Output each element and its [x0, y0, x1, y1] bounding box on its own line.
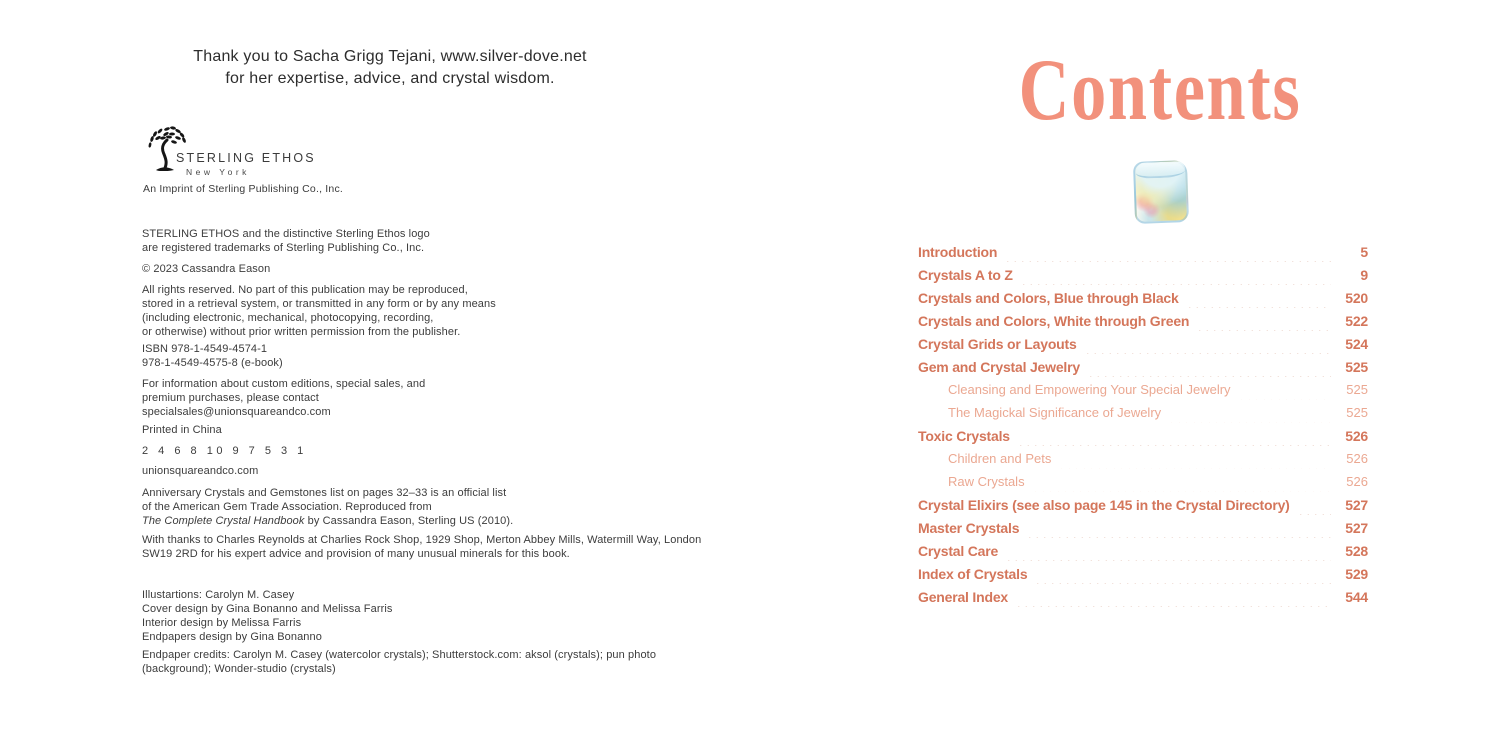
toc-entry-label: Index of Crystals: [918, 566, 1028, 582]
toc-row-sub: [918, 382, 1368, 405]
dedication-line: for her expertise, advice, and crystal wisdom.: [225, 69, 555, 87]
anniversary-credit: [142, 486, 513, 528]
dot-leader: [1032, 572, 1331, 584]
thanks-line: SW19 2RD for his expert advice and provision of many unusual minerals for this book.: [142, 548, 570, 560]
endpaper-line: (background); Wonder-studio (crystals): [142, 663, 336, 675]
dot-leader: [1236, 388, 1331, 400]
trademark-line: are registered trademarks of Sterling Publishing Co., Inc.: [142, 242, 425, 254]
dedication: [130, 46, 650, 89]
toc-entry-label: Crystals and Colors, Blue through Black: [918, 290, 1179, 306]
table-of-contents: [918, 244, 1368, 612]
toc-row: [918, 336, 1368, 359]
toc-page-number: 520: [1345, 290, 1368, 306]
toc-entry-label: Gem and Crystal Jewelry: [918, 359, 1080, 375]
toc-entry-label: General Index: [918, 589, 1008, 605]
toc-page-number: 522: [1345, 313, 1368, 329]
toc-page-number: 525: [1345, 359, 1368, 375]
anniversary-line: Anniversary Crystals and Gemstones list on pages 32–33 is an official list: [142, 487, 507, 499]
endpaper-line: Endpaper credits: Carolyn M. Casey (watercolor crystals); Shutterstock.com: aksol (crystals); pun photo: [142, 649, 657, 661]
toc-entry-label: Crystals and Colors, White through Green: [918, 313, 1190, 329]
dot-leader: [1003, 549, 1331, 561]
special-sales-line: For information about custom editions, special sales, and: [142, 378, 426, 390]
dot-leader: [1085, 365, 1331, 377]
toc-row: [918, 589, 1368, 612]
dot-leader: [1013, 595, 1331, 607]
toc-page-number: 529: [1345, 566, 1368, 582]
isbn-line: 978-1-4549-4575-8 (e-book): [142, 357, 283, 369]
thanks-line: With thanks to Charles Reynolds at Charlies Rock Shop, 1929 Shop, Merton Abbey Mills, Watermill Way, London: [142, 534, 702, 546]
dot-leader: [1295, 503, 1331, 515]
dot-leader: [1030, 480, 1331, 492]
toc-page-number: 526: [1345, 428, 1368, 444]
dot-leader: [1082, 342, 1331, 354]
toc-page-number: 524: [1345, 336, 1368, 352]
anniversary-line: [142, 514, 513, 528]
toc-entry-label: Master Crystals: [918, 520, 1020, 536]
dot-leader: [1024, 526, 1331, 538]
printed-in-line: Printed in China: [142, 424, 222, 436]
toc-entry-label: Raw Crystals: [948, 474, 1025, 489]
toc-entry-label: The Magickal Significance of Jewelry: [948, 405, 1162, 420]
special-sales-contact: [142, 377, 425, 419]
toc-page-number: 526: [1346, 474, 1368, 489]
dot-leader: [1194, 319, 1331, 331]
copyright-line: © 2023 Cassandra Eason: [142, 263, 271, 275]
design-credits: [142, 588, 393, 644]
credits-line: Illustartions: Carolyn M. Casey: [142, 589, 295, 601]
toc-entry-label: Crystal Grids or Layouts: [918, 336, 1077, 352]
toc-page-number: 525: [1346, 405, 1368, 420]
toc-page-number: 528: [1345, 543, 1368, 559]
page-title: Contents: [1018, 42, 1302, 139]
rights-line: (including electronic, mechanical, photocopying, recording,: [142, 312, 434, 324]
toc-row: [918, 244, 1368, 267]
credits-line: Cover design by Gina Bonanno and Melissa Farris: [142, 603, 393, 615]
credits-line: Endpapers design by Gina Bonanno: [142, 631, 322, 643]
toc-page-number: 5: [1360, 244, 1368, 260]
toc-entry-label: Cleansing and Empowering Your Special Jewelry: [948, 382, 1231, 397]
toc-row: [918, 359, 1368, 382]
dot-leader: [1184, 296, 1331, 308]
toc-row: [918, 566, 1368, 589]
toc-entry-label: Children and Pets: [948, 451, 1052, 466]
imprint-line: An Imprint of Sterling Publishing Co., Inc.: [143, 183, 344, 195]
toc-row-sub: [918, 405, 1368, 428]
isbn-block: [142, 342, 283, 370]
thanks-note: [142, 533, 701, 561]
trademark-line: STERLING ETHOS and the distinctive Sterling Ethos logo: [142, 228, 430, 240]
toc-row: [918, 497, 1368, 520]
toc-entry-label: Crystals A to Z: [918, 267, 1013, 283]
publisher-logo-name: STERLING ETHOS: [176, 151, 316, 165]
toc-row: [918, 428, 1368, 451]
toc-row: [918, 290, 1368, 313]
rights-line: stored in a retrieval system, or transmitted in any form or by any means: [142, 298, 496, 310]
publisher-logo-city: New York: [186, 167, 250, 177]
publisher-website: unionsquareandco.com: [142, 465, 259, 477]
rights-notice: [142, 283, 496, 339]
dot-leader: [1015, 434, 1331, 446]
dot-leader: [1056, 457, 1331, 469]
toc-entry-label: Crystal Elixirs (see also page 145 in the Crystal Directory): [918, 497, 1290, 513]
toc-page-number: 526: [1346, 451, 1368, 466]
toc-row: [918, 313, 1368, 336]
credits-line: Interior design by Melissa Farris: [142, 617, 302, 629]
toc-entry-label: Toxic Crystals: [918, 428, 1010, 444]
toc-page-number: 527: [1345, 497, 1368, 513]
toc-entry-label: Introduction: [918, 244, 998, 260]
dot-leader: [1018, 273, 1331, 285]
endpaper-credits: [142, 648, 656, 676]
rights-line: or otherwise) without prior written permission from the publisher.: [142, 326, 461, 338]
print-run-numbers: 2 4 6 8 10 9 7 5 3 1: [142, 445, 307, 457]
anniversary-line: of the American Gem Trade Association. Reproduced from: [142, 501, 432, 513]
dot-leader: [1002, 250, 1331, 262]
toc-page-number: 544: [1345, 589, 1368, 605]
handbook-credit-tail: by Cassandra Eason, Sterling US (2010).: [304, 515, 514, 527]
dedication-line: Thank you to Sacha Grigg Tejani, www.silver-dove.net: [193, 48, 587, 65]
toc-page-number: 527: [1345, 520, 1368, 536]
toc-row-sub: [918, 474, 1368, 497]
toc-page-number: 9: [1360, 267, 1368, 283]
toc-row: [918, 267, 1368, 290]
handbook-title: The Complete Crystal Handbook: [142, 515, 305, 527]
trademark-notice: [142, 227, 430, 255]
watercolor-crystal-cube-illustration: [1133, 160, 1189, 224]
toc-row: [918, 520, 1368, 543]
isbn-line: ISBN 978-1-4549-4574-1: [142, 343, 268, 355]
rights-line: All rights reserved. No part of this publication may be reproduced,: [142, 284, 468, 296]
toc-page-number: 525: [1346, 382, 1368, 397]
toc-row: [918, 543, 1368, 566]
special-sales-line: premium purchases, please contact: [142, 392, 319, 404]
toc-entry-label: Crystal Care: [918, 543, 999, 559]
special-sales-email: specialsales@unionsquareandco.com: [142, 406, 331, 418]
toc-row-sub: [918, 451, 1368, 474]
dot-leader: [1166, 411, 1331, 423]
